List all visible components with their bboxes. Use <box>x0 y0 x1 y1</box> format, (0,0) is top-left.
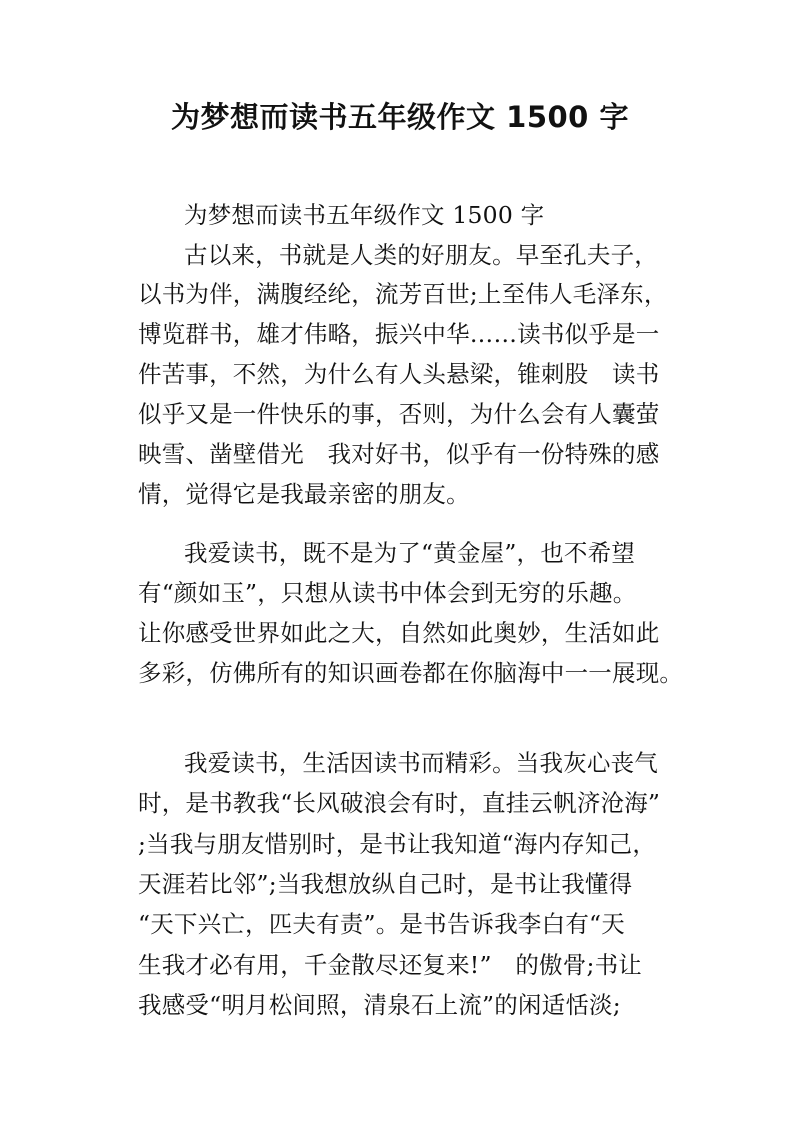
document-title: 为梦想而读书五年级作文 1500 字 <box>171 100 629 134</box>
paragraph-3-line-5: “天下兴亡，匹夫有责”。是书告诉我李白有“天 <box>138 910 625 938</box>
paragraph-1-line-4: 件苦事，不然，为什么有人头悬梁，锥刺股 读书 <box>138 360 660 388</box>
paragraph-3-line-1: 我爱读书，生活因读书而精彩。当我灰心丧气 <box>184 749 658 777</box>
paragraph-3-line-4: 天涯若比邻”;当我想放纵自己时，是书让我懂得 <box>138 870 633 898</box>
subtitle-line: 为梦想而读书五年级作文 1500 字 <box>184 201 545 229</box>
paragraph-1-line-5: 似乎又是一件快乐的事，否则，为什么会有人囊萤 <box>138 400 660 428</box>
paragraph-1-line-3: 博览群书，雄才伟略，振兴中华……读书似乎是一 <box>138 320 660 348</box>
paragraph-1-line-6: 映雪、凿壁借光 我对好书，似乎有一份特殊的感 <box>138 440 660 468</box>
paragraph-1-line-7: 情，觉得它是我最亲密的朋友。 <box>138 480 470 508</box>
paragraph-3-line-2: 时，是书教我“长风破浪会有时，直挂云帆济沧海” <box>138 789 661 817</box>
paragraph-3-line-3: ;当我与朋友惜别时，是书让我知道“海内存知己， <box>138 830 657 858</box>
paragraph-2-line-3: 让你感受世界如此之大，自然如此奥妙，生活如此 <box>138 619 660 647</box>
paragraph-2-line-4: 多彩，仿佛所有的知识画卷都在你脑海中一一展现。 <box>138 659 684 687</box>
paragraph-1-line-1: 古以来，书就是人类的好朋友。早至孔夫子， <box>184 241 658 269</box>
paragraph-2-line-1: 我爱读书，既不是为了“黄金屋”，也不希望 <box>184 539 636 567</box>
paragraph-2-line-2: 有“颜如玉”，只想从读书中体会到无穷的乐趣。 <box>138 579 637 607</box>
paragraph-1-line-2: 以书为伴，满腹经纶，流芳百世;上至伟人毛泽东， <box>138 280 668 308</box>
paragraph-3-line-6: 生我才必有用，千金散尽还复来!” 的傲骨;书让 <box>138 951 642 979</box>
paragraph-3-line-7: 我感受“明月松间照，清泉石上流”的闲适恬淡; <box>138 991 621 1019</box>
